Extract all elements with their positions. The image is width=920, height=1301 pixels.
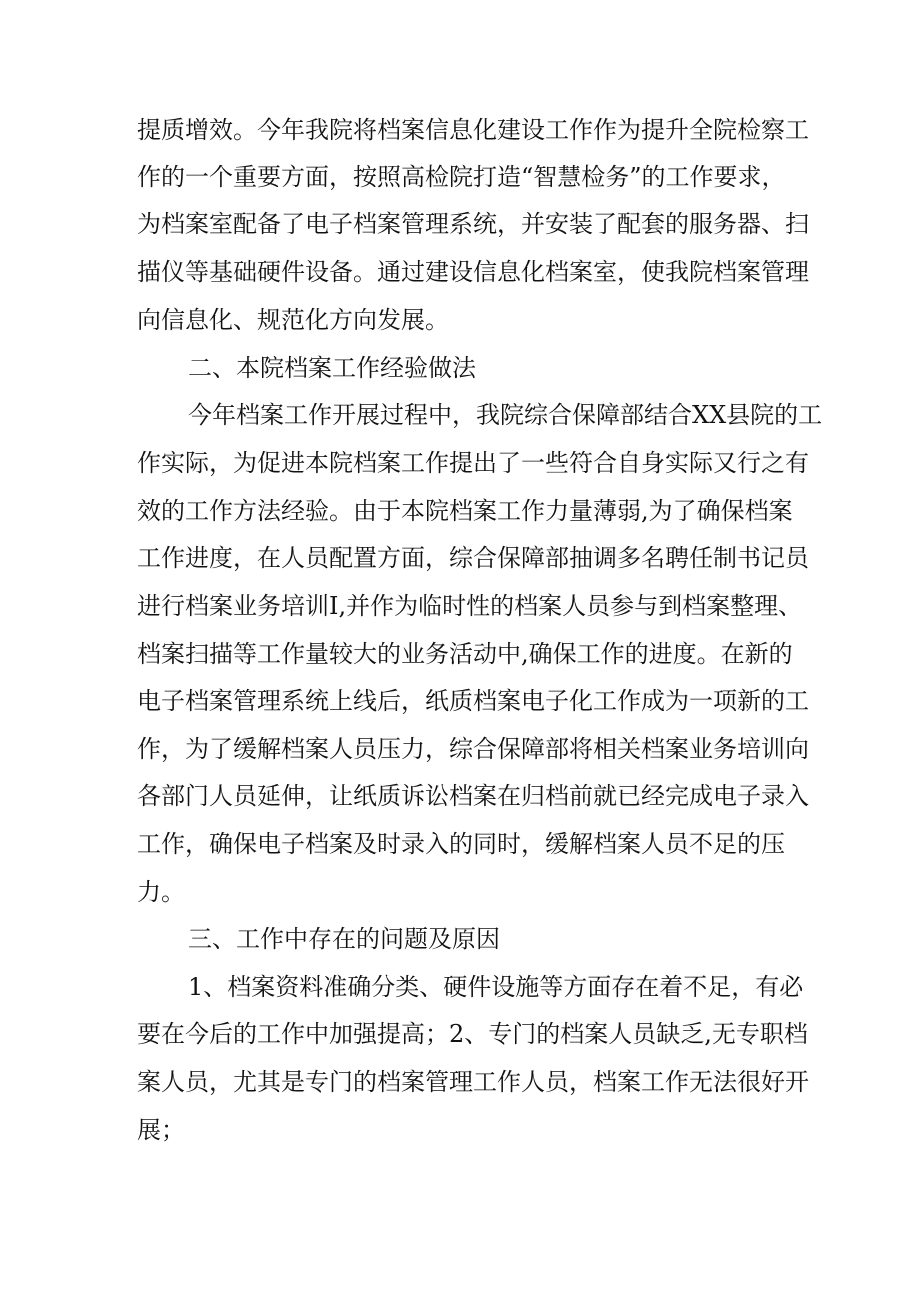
- paragraph-line: 描仪等基础硬件设备。通过建设信息化档案室，使我院档案管理: [137, 258, 809, 286]
- paragraph-line: 效的工作方法经验。由于本院档案工作力量薄弱,为了确保档案: [137, 497, 793, 525]
- paragraph-line: 为档案室配备了电子档案管理系统，并安装了配套的服务器、扫: [137, 210, 809, 238]
- paragraph-line: 档案扫描等工作量较大的业务活动中,确保工作的进度。在新的: [137, 640, 793, 668]
- paragraph-line: 各部门人员延伸，让纸质诉讼档案在归档前就已经完成电子录入: [137, 782, 809, 810]
- paragraph-line: 今年档案工作开展过程中，我院综合保障部结合XX县院的工: [188, 401, 823, 429]
- paragraph-line: 展；: [137, 1116, 185, 1144]
- paragraph-line: 作的一个重要方面，按照高检院打造“智慧检务”的工作要求，: [137, 163, 786, 191]
- paragraph-line: 要在今后的工作中加强提高；2、专门的档案人员缺乏,无专职档: [137, 1020, 808, 1048]
- paragraph-line: 1、档案资料准确分类、硬件设施等方面存在着不足，有必: [188, 973, 804, 1001]
- paragraph-line: 作实际，为促进本院档案工作提出了一些符合自身实际又行之有: [137, 449, 809, 477]
- section-heading: 二、本院档案工作经验做法: [188, 354, 476, 382]
- paragraph-line: 向信息化、规范化方向发展。: [137, 306, 449, 334]
- paragraph-line: 电子档案管理系统上线后，纸质档案电子化工作成为一项新的工: [137, 687, 809, 715]
- paragraph-line: 提质增效。今年我院将档案信息化建设工作作为提升全院检察工: [137, 116, 809, 144]
- section-heading: 三、工作中存在的问题及原因: [188, 925, 500, 953]
- paragraph-line: 案人员，尤其是专门的档案管理工作人员，档案工作无法很好开: [137, 1068, 809, 1096]
- paragraph-line: 工作进度，在人员配置方面，综合保障部抽调多名聘任制书记员: [137, 544, 809, 572]
- paragraph-line: 力。: [137, 878, 185, 906]
- paragraph-line: 工作，确保电子档案及时录入的同时，缓解档案人员不足的压: [137, 830, 785, 858]
- paragraph-line: 作，为了缓解档案人员压力，综合保障部将相关档案业务培训向: [137, 735, 809, 763]
- paragraph-line: 进行档案业务培训I,并作为临时性的档案人员参与到档案整理、: [137, 592, 803, 620]
